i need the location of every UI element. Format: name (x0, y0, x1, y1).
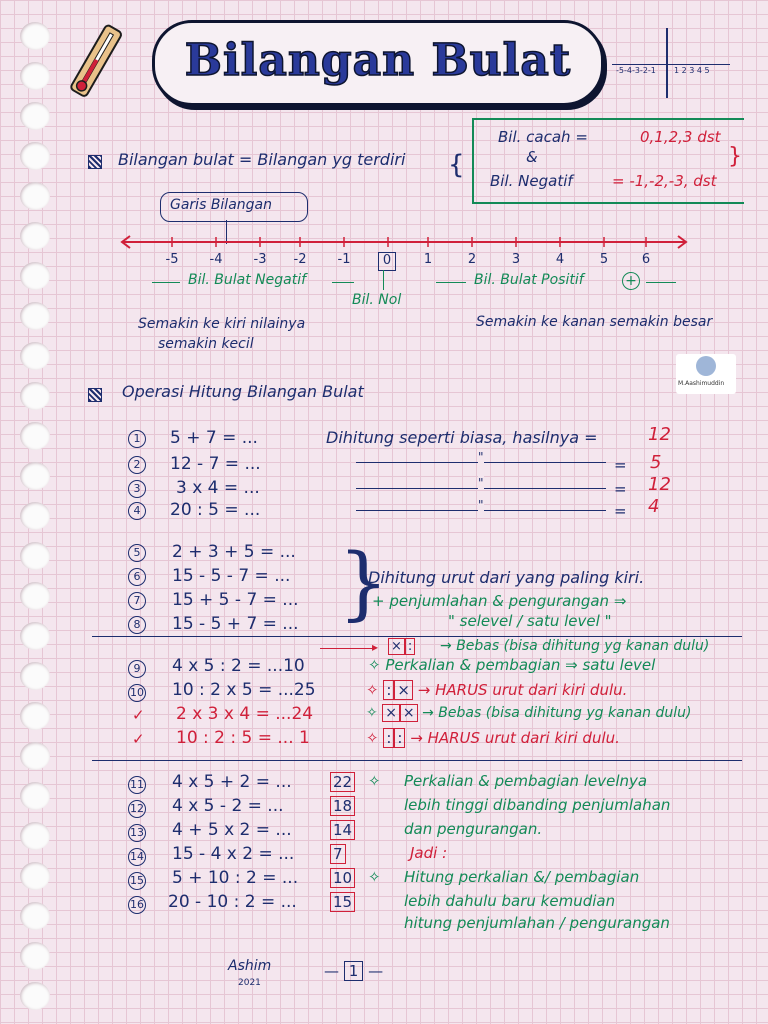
mini-axis-left: -5-4-3-2-1 (616, 66, 656, 75)
thermometer-icon (64, 20, 128, 106)
arrow-line (320, 648, 376, 649)
tick-label: -4 (209, 252, 223, 267)
item-number: 7 (128, 592, 146, 610)
binder-hole (20, 102, 50, 130)
bullet-square-icon (88, 155, 102, 169)
group-c-note-text: → Bebas (bisa dihitung yg kanan dulu) (422, 705, 692, 721)
note-star: ✧ (368, 772, 381, 790)
answer: 15 (330, 892, 355, 912)
item-number: 14 (128, 848, 146, 866)
page-number: 1 (344, 961, 364, 981)
expression: 3 x 4 = ... (176, 478, 260, 498)
binder-hole (20, 302, 50, 330)
mini-axis-right: 1 2 3 4 5 (674, 66, 710, 75)
divider (92, 636, 742, 637)
arrow-bebas: → Bebas (bisa dihitung yg kanan dulu) (440, 638, 710, 654)
plus-circle-icon: + (622, 272, 640, 290)
op-icons: × : (388, 638, 415, 655)
expression: 4 x 5 : 2 = ...10 (172, 656, 305, 676)
binder-hole (20, 662, 50, 690)
binder-hole (20, 702, 50, 730)
binder-hole (20, 542, 50, 570)
item-number: 4 (128, 502, 146, 520)
signature: Ashim (228, 958, 272, 974)
group-c-note: ✧ : × → HARUS urut dari kiri dulu. (366, 681, 628, 699)
pos-line-left (436, 282, 466, 283)
negatif-label-line: Bil. Bulat Negatif (188, 272, 307, 288)
tick-label: -2 (293, 252, 307, 267)
binder-hole (20, 62, 50, 90)
left-note-1: Semakin ke kiri nilainya (138, 316, 306, 332)
arrow-head: ▸ (372, 640, 379, 654)
and-sign: & (526, 148, 538, 166)
answer-box (330, 892, 355, 912)
negatif-value: = -1,-2,-3, dst (612, 172, 717, 190)
binder-hole (20, 262, 50, 290)
tick-label: 5 (599, 252, 609, 267)
mini-number-line-icon (612, 28, 732, 98)
binder-hole (20, 982, 50, 1010)
tick-label: 3 (511, 252, 521, 267)
binder-hole (20, 862, 50, 890)
item-number: 3 (128, 480, 146, 498)
group-b-note-1: Dihitung urut dari yang paling kiri. (368, 568, 645, 587)
tick-label: -5 (165, 252, 179, 267)
equals-sign: = (614, 480, 627, 498)
binder-hole (20, 902, 50, 930)
expression: 4 x 5 - 2 = ... (172, 796, 284, 816)
garis-bilangan-label: Garis Bilangan (170, 197, 272, 213)
note-star: ✧ (368, 868, 381, 886)
bebas-head: Bebas (bisa dihitung yg kanan dulu) (456, 638, 710, 654)
expression: 5 + 10 : 2 = ... (172, 868, 299, 888)
item-number: 10 (128, 684, 146, 702)
ditto-mark: " (478, 476, 484, 490)
answer: 7 (330, 844, 346, 864)
answer-box (330, 820, 355, 840)
item-number: 5 (128, 544, 146, 562)
binder-hole (20, 462, 50, 490)
binder-hole (20, 182, 50, 210)
binder-hole (20, 942, 50, 970)
item-number: 2 (128, 456, 146, 474)
binder-hole (20, 342, 50, 370)
definition-text: Bilangan bulat = Bilangan yg terdiri (118, 150, 406, 169)
expression: 20 - 10 : 2 = ... (168, 892, 297, 912)
item-number: 16 (128, 896, 146, 914)
group-c-note-text: Perkalian & pembagian ⇒ satu level (385, 656, 656, 674)
answer-box (330, 796, 355, 816)
answer: 18 (330, 796, 355, 816)
answer: 5 (650, 452, 662, 473)
watermark-badge (676, 354, 736, 394)
tick-label: 6 (641, 252, 651, 267)
cacah-value: 0,1,2,3 dst (640, 128, 721, 146)
group-c-note-text: → HARUS urut dari kiri dulu. (410, 729, 620, 747)
item-number: 13 (128, 824, 146, 842)
pos-line-right (646, 282, 676, 283)
negatif-label: Bil. Negatif (490, 172, 573, 190)
group-c-note-text: → HARUS urut dari kiri dulu. (417, 681, 628, 699)
group-d-note: lebih tinggi dibanding penjumlahan (404, 796, 671, 814)
binder-hole (20, 222, 50, 250)
binder-hole (20, 742, 50, 770)
watermark-text: M.Aashimuddin (678, 380, 725, 387)
answer-box (330, 844, 346, 864)
binder-hole (20, 422, 50, 450)
divider (92, 760, 742, 761)
equals-sign: = (614, 502, 627, 520)
answer: 12 (648, 424, 671, 445)
binder-hole (20, 502, 50, 530)
group-c-note: ✧ : : → HARUS urut dari kiri dulu. (366, 729, 620, 747)
signature-year: 2021 (238, 978, 261, 988)
right-brace: } (338, 536, 389, 629)
left-note-2: semakin kecil (158, 336, 254, 352)
group-c-note: ✧ Perkalian & pembagian ⇒ satu level (368, 656, 656, 674)
binder-hole (20, 22, 50, 50)
group-a-note: Dihitung seperti biasa, hasilnya = (326, 428, 598, 447)
binder-hole (20, 822, 50, 850)
expression: 10 : 2 : 5 = ... 1 (176, 728, 310, 748)
expression: 4 + 5 x 2 = ... (172, 820, 292, 840)
expression: 5 + 7 = ... (170, 428, 258, 448)
tick-label-zero: 0 (378, 252, 396, 271)
expression: 4 x 5 + 2 = ... (172, 772, 292, 792)
item-number: 9 (128, 660, 146, 678)
avatar (696, 356, 716, 376)
item-number: 1 (128, 430, 146, 448)
zero-pointer (383, 270, 384, 290)
expression: 2 + 3 + 5 = ... (172, 542, 296, 562)
cacah-label: Bil. cacah = (498, 128, 588, 146)
tick-label: 4 (555, 252, 565, 267)
expression: 15 - 5 + 7 = ... (172, 614, 299, 634)
title-banner (152, 20, 604, 106)
group-d-note: Jadi : (410, 844, 448, 862)
group-d-note: hitung penjumlahan / pengurangan (404, 914, 670, 932)
answer: 4 (648, 496, 660, 517)
group-c-note: ✧ × × → Bebas (bisa dihitung yg kanan dulu) (366, 705, 692, 721)
neg-line-right (332, 282, 354, 283)
group-b-note-2: + penjumlahan & pengurangan ⇒ (372, 592, 627, 610)
answer: 10 (330, 868, 355, 888)
group-b-note-3: " selevel / satu level " (448, 612, 612, 630)
right-brace: } (728, 144, 742, 169)
check-mark: ✓ (132, 706, 145, 724)
binder-hole (20, 582, 50, 610)
group-d-note: dan pengurangan. (404, 820, 543, 838)
positif-label-line: Bil. Bulat Positif (474, 272, 584, 288)
bullet-square-icon (88, 388, 102, 402)
group-d-note: Perkalian & pembagian levelnya (404, 772, 648, 790)
item-number: 15 (128, 872, 146, 890)
expression: 12 - 7 = ... (170, 454, 261, 474)
ditto-mark: " (478, 450, 484, 464)
page-number-wrap: — 1 — (324, 962, 384, 980)
check-mark: ✓ (132, 730, 145, 748)
item-number: 8 (128, 616, 146, 634)
item-number: 6 (128, 568, 146, 586)
neg-line-left (152, 282, 180, 283)
group-d-note: Hitung perkalian &/ pembagian (404, 868, 640, 886)
answer: 12 (648, 474, 671, 495)
page-title: Bilangan Bulat (184, 35, 572, 86)
answer: 22 (330, 772, 355, 792)
group-d-note: lebih dahulu baru kemudian (404, 892, 616, 910)
item-number: 11 (128, 776, 146, 794)
binder-hole (20, 622, 50, 650)
expression: 15 - 5 - 7 = ... (172, 566, 291, 586)
item-number: 12 (128, 800, 146, 818)
right-note: Semakin ke kanan semakin besar (476, 314, 713, 330)
tick-label: 1 (423, 252, 433, 267)
answer-box (330, 772, 355, 792)
expression: 15 - 4 x 2 = ... (172, 844, 295, 864)
binder-hole (20, 142, 50, 170)
answer-box (330, 868, 355, 888)
equals-sign: = (614, 456, 627, 474)
binder-hole (20, 782, 50, 810)
section-heading: Operasi Hitung Bilangan Bulat (122, 382, 364, 401)
nol-label: Bil. Nol (352, 292, 402, 308)
left-brace: { (448, 150, 465, 180)
expression: 15 + 5 - 7 = ... (172, 590, 299, 610)
expression: 2 x 3 x 4 = ...24 (176, 704, 314, 724)
ditto-mark: " (478, 498, 484, 512)
binder-hole (20, 382, 50, 410)
tick-label: 2 (467, 252, 477, 267)
expression: 20 : 5 = ... (170, 500, 261, 520)
expression: 10 : 2 x 5 = ...25 (172, 680, 316, 700)
tick-label: -3 (253, 252, 267, 267)
answer: 14 (330, 820, 355, 840)
tick-label: -1 (337, 252, 351, 267)
